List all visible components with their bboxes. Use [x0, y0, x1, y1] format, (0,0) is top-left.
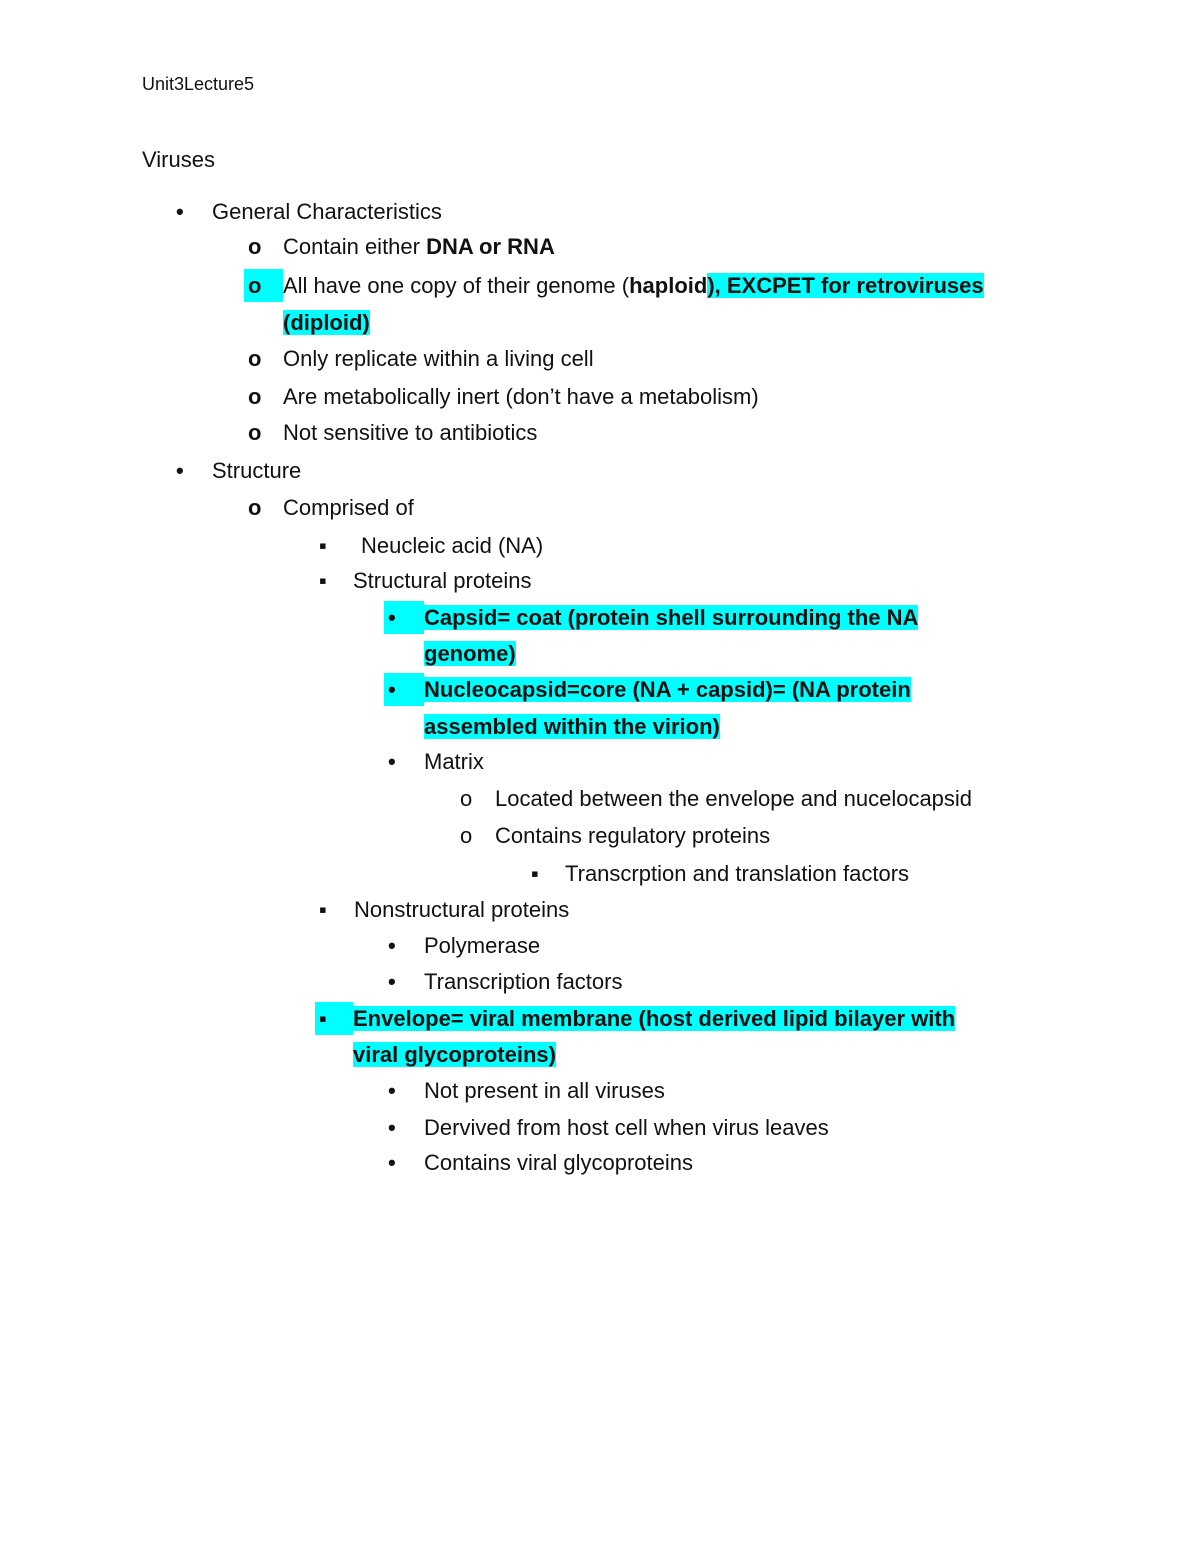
highlighted-text: (diploid)	[283, 310, 370, 335]
bullet-icon: •	[384, 673, 424, 706]
bullet-icon: •	[176, 458, 184, 483]
highlighted-text: Envelope= viral membrane (host derived lipid bilayer with	[353, 1006, 956, 1031]
text-segment: Viruses	[142, 147, 215, 172]
bullet-icon: •	[388, 1115, 396, 1140]
bullet-icon: o	[248, 495, 262, 520]
highlighted-text: Nucleocapsid=core (NA + capsid)= (NA protein	[424, 677, 911, 702]
text-segment: DNA or RNA	[426, 234, 555, 259]
text-segment: Contains regulatory proteins	[495, 823, 771, 848]
list-item-text	[353, 1002, 955, 1035]
bullet-icon: o	[248, 384, 262, 409]
text-segment: Neucleic acid (NA)	[361, 533, 544, 558]
list-item-text	[283, 342, 594, 375]
bullet-icon: •	[388, 749, 396, 774]
highlighted-text: ), EXCPET for retroviruses	[707, 273, 984, 298]
page-header: Unit3Lecture5	[142, 74, 255, 94]
bullet-icon: •	[388, 1150, 396, 1175]
text-segment: Structural proteins	[353, 568, 532, 593]
text-segment: Dervived from host cell when virus leaves	[424, 1115, 829, 1140]
list-item-text	[424, 673, 911, 706]
bullet-icon: •	[388, 1078, 396, 1103]
bullet-icon: ▪	[531, 861, 539, 886]
list-item-text	[424, 929, 540, 962]
list-item-text	[212, 195, 442, 228]
list-item-text	[353, 564, 532, 597]
list-item-text	[424, 1146, 693, 1179]
list-item-text	[565, 857, 909, 890]
list-item-text	[424, 1111, 829, 1144]
text-segment: Structure	[212, 458, 302, 483]
text-segment: Only replicate within a living cell	[283, 346, 594, 371]
text-segment: Transcription factors	[424, 969, 623, 994]
highlighted-text: viral glycoproteins)	[353, 1042, 556, 1067]
list-item-text	[283, 416, 537, 449]
text-segment: Contains viral glycoproteins	[424, 1150, 694, 1175]
bullet-icon: o	[244, 269, 283, 302]
list-item-text	[212, 454, 301, 487]
text-segment: Not sensitive to antibiotics	[283, 420, 538, 445]
list-item-text	[353, 1038, 556, 1071]
list-item-text	[142, 143, 215, 176]
bullet-icon: •	[388, 933, 396, 958]
list-item-text	[283, 491, 414, 524]
text-segment: General Characteristics	[212, 199, 442, 224]
text-segment: Matrix	[424, 749, 484, 774]
list-item-text	[283, 306, 370, 339]
text-segment: Not present in all viruses	[424, 1078, 665, 1103]
text-segment: Comprised of	[283, 495, 414, 520]
bullet-icon: •	[176, 199, 184, 224]
list-item-text	[424, 745, 484, 778]
text-segment: haploid	[629, 273, 708, 298]
list-item-text	[283, 380, 759, 413]
list-item-text	[424, 965, 622, 998]
highlighted-text: assembled within the virion)	[424, 714, 720, 739]
text-segment: Nonstructural proteins	[354, 897, 570, 922]
bullet-icon: ▪	[319, 897, 327, 922]
bullet-icon: o	[248, 234, 262, 259]
bullet-icon: o	[460, 823, 473, 848]
list-item-text	[424, 710, 720, 743]
text-segment: Located between the envelope and nucelocapsid	[495, 786, 973, 811]
list-item-text	[361, 529, 543, 562]
list-item-text	[495, 819, 770, 852]
list-item-text	[354, 893, 569, 926]
bullet-icon: o	[460, 786, 473, 811]
list-item-text	[424, 601, 918, 634]
highlighted-text: Capsid= coat (protein shell surrounding the NA	[424, 605, 919, 630]
bullet-icon: ▪	[315, 1002, 353, 1035]
text-segment: Polymerase	[424, 933, 541, 958]
highlighted-text: genome)	[424, 641, 516, 666]
list-item-text	[424, 637, 516, 670]
bullet-icon: o	[248, 346, 262, 371]
bullet-icon: •	[388, 969, 396, 994]
list-item-text	[283, 230, 555, 263]
text-segment: All have one copy of their genome (	[283, 273, 630, 298]
text-segment: Transcrption and translation factors	[565, 861, 910, 886]
list-item-text	[424, 1074, 665, 1107]
text-segment: Are metabolically inert (don’t have a metabolism)	[283, 384, 759, 409]
bullet-icon: ▪	[319, 568, 327, 593]
text-segment: Contain either	[283, 234, 427, 259]
bullet-icon: ▪	[319, 533, 327, 558]
list-item-text	[283, 269, 984, 302]
list-item-text	[495, 782, 972, 815]
bullet-icon: •	[384, 601, 424, 634]
bullet-icon: o	[248, 420, 262, 445]
